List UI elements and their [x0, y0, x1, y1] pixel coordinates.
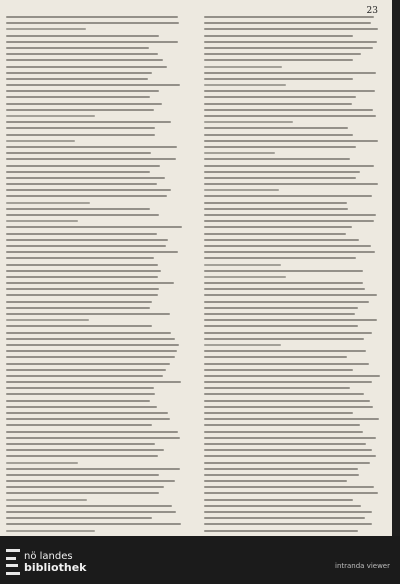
text-line-placeholder	[6, 28, 86, 30]
library-logo[interactable]	[6, 549, 86, 575]
text-line-placeholder	[204, 226, 352, 228]
text-line-placeholder	[6, 437, 180, 439]
text-line-placeholder	[6, 480, 175, 482]
text-line-placeholder	[6, 121, 171, 123]
text-line-placeholder	[6, 53, 158, 55]
text-line-placeholder	[204, 307, 358, 309]
text-line-placeholder	[204, 511, 372, 513]
text-line-placeholder	[6, 220, 78, 222]
text-line-placeholder	[6, 282, 174, 284]
text-line-placeholder	[6, 152, 151, 154]
text-line-placeholder	[6, 307, 150, 309]
text-line-placeholder	[6, 443, 155, 445]
text-line-placeholder	[6, 325, 152, 327]
page-number: 23	[366, 6, 378, 16]
text-line-placeholder	[6, 462, 78, 464]
text-line-placeholder	[6, 505, 172, 507]
logo-text-line1: nö landes	[24, 551, 73, 562]
text-line-placeholder	[204, 276, 286, 278]
text-line-placeholder	[204, 313, 355, 315]
text-line-placeholder	[204, 486, 374, 488]
text-line-placeholder	[204, 41, 377, 43]
text-line-placeholder	[204, 183, 378, 185]
text-line-placeholder	[204, 257, 356, 259]
text-line-placeholder	[204, 338, 364, 340]
text-line-placeholder	[204, 412, 353, 414]
text-line-placeholder	[204, 140, 378, 142]
text-line-placeholder	[6, 96, 150, 98]
text-line-placeholder	[204, 35, 353, 37]
text-line-placeholder	[6, 332, 171, 334]
text-line-placeholder	[204, 96, 356, 98]
text-line-placeholder	[6, 499, 87, 501]
text-line-placeholder	[6, 338, 175, 340]
text-line-placeholder	[204, 264, 281, 266]
text-line-placeholder	[6, 523, 181, 525]
text-line-placeholder	[204, 245, 371, 247]
text-column-left	[6, 16, 182, 536]
text-line-placeholder	[6, 449, 164, 451]
text-line-placeholder	[6, 424, 152, 426]
text-line-placeholder	[204, 127, 348, 129]
text-line-placeholder	[6, 66, 167, 68]
text-line-placeholder	[204, 468, 358, 470]
text-line-placeholder	[204, 109, 373, 111]
text-line-placeholder	[204, 375, 380, 377]
text-line-placeholder	[204, 332, 372, 334]
text-line-placeholder	[6, 59, 163, 61]
text-line-placeholder	[6, 455, 158, 457]
text-line-placeholder	[204, 301, 369, 303]
text-line-placeholder	[6, 41, 178, 43]
text-line-placeholder	[204, 369, 353, 371]
text-line-placeholder	[6, 486, 164, 488]
text-line-placeholder	[6, 109, 154, 111]
text-line-placeholder	[6, 239, 168, 241]
text-line-placeholder	[6, 165, 160, 167]
text-line-placeholder	[6, 511, 176, 513]
text-line-placeholder	[204, 47, 373, 49]
text-line-placeholder	[204, 171, 360, 173]
text-line-placeholder	[204, 418, 379, 420]
text-line-placeholder	[6, 177, 165, 179]
text-line-placeholder	[6, 214, 159, 216]
text-line-placeholder	[204, 424, 360, 426]
text-line-placeholder	[204, 344, 281, 346]
text-line-placeholder	[204, 406, 373, 408]
text-line-placeholder	[204, 530, 358, 532]
text-line-placeholder	[204, 66, 282, 68]
text-line-placeholder	[6, 22, 179, 24]
text-line-placeholder	[204, 393, 364, 395]
text-line-placeholder	[204, 381, 372, 383]
text-line-placeholder	[204, 449, 372, 451]
text-line-placeholder	[6, 468, 180, 470]
text-line-placeholder	[6, 103, 162, 105]
text-line-placeholder	[204, 356, 347, 358]
text-line-placeholder	[204, 146, 356, 148]
text-line-placeholder	[204, 177, 356, 179]
text-line-placeholder	[204, 72, 376, 74]
text-line-placeholder	[6, 393, 155, 395]
text-line-placeholder	[204, 103, 352, 105]
text-line-placeholder	[6, 387, 154, 389]
text-line-placeholder	[6, 90, 159, 92]
text-line-placeholder	[6, 134, 155, 136]
text-line-placeholder	[204, 294, 377, 296]
text-line-placeholder	[6, 313, 170, 315]
text-line-placeholder	[204, 443, 366, 445]
text-line-placeholder	[6, 115, 95, 117]
text-line-placeholder	[204, 431, 363, 433]
text-line-placeholder	[6, 344, 179, 346]
text-line-placeholder	[204, 165, 374, 167]
text-line-placeholder	[6, 418, 170, 420]
text-line-placeholder	[204, 523, 372, 525]
text-line-placeholder	[6, 369, 166, 371]
text-line-placeholder	[204, 90, 375, 92]
text-line-placeholder	[6, 251, 178, 253]
text-line-placeholder	[6, 530, 95, 532]
text-line-placeholder	[6, 276, 158, 278]
text-line-placeholder	[204, 492, 378, 494]
text-line-placeholder	[204, 220, 374, 222]
text-line-placeholder	[6, 474, 159, 476]
text-line-placeholder	[204, 214, 376, 216]
text-line-placeholder	[204, 28, 378, 30]
text-line-placeholder	[6, 381, 181, 383]
viewer-brand-label[interactable]: intranda viewer	[335, 562, 390, 570]
text-line-placeholder	[204, 115, 376, 117]
text-line-placeholder	[6, 189, 171, 191]
text-line-placeholder	[204, 239, 359, 241]
text-line-placeholder	[204, 251, 375, 253]
text-line-placeholder	[6, 431, 178, 433]
text-line-placeholder	[204, 505, 361, 507]
text-line-placeholder	[6, 363, 170, 365]
text-line-placeholder	[6, 356, 175, 358]
text-line-placeholder	[6, 171, 150, 173]
text-line-placeholder	[204, 288, 365, 290]
text-line-placeholder	[6, 202, 90, 204]
text-line-placeholder	[6, 270, 161, 272]
text-line-placeholder	[6, 233, 157, 235]
text-line-placeholder	[6, 35, 159, 37]
library-logo-icon	[6, 549, 20, 575]
text-line-placeholder	[204, 350, 366, 352]
text-line-placeholder	[204, 387, 350, 389]
text-line-placeholder	[204, 282, 363, 284]
text-line-placeholder	[6, 226, 182, 228]
text-line-placeholder	[6, 288, 159, 290]
text-line-placeholder	[6, 406, 157, 408]
text-line-placeholder	[204, 202, 347, 204]
text-line-placeholder	[6, 319, 89, 321]
text-line-placeholder	[6, 257, 154, 259]
text-line-placeholder	[204, 462, 370, 464]
text-line-placeholder	[6, 146, 177, 148]
text-line-placeholder	[6, 492, 159, 494]
text-line-placeholder	[6, 400, 150, 402]
text-line-placeholder	[204, 233, 346, 235]
text-line-placeholder	[6, 158, 176, 160]
text-line-placeholder	[6, 208, 150, 210]
text-line-placeholder	[6, 350, 177, 352]
text-line-placeholder	[204, 152, 275, 154]
text-line-placeholder	[204, 208, 348, 210]
text-line-placeholder	[204, 53, 361, 55]
text-line-placeholder	[204, 189, 279, 191]
text-line-placeholder	[6, 301, 152, 303]
text-line-placeholder	[6, 412, 168, 414]
text-line-placeholder	[204, 455, 376, 457]
text-line-placeholder	[6, 517, 152, 519]
text-line-placeholder	[6, 127, 155, 129]
text-line-placeholder	[204, 78, 353, 80]
text-line-placeholder	[6, 245, 166, 247]
text-line-placeholder	[6, 47, 149, 49]
text-line-placeholder	[6, 140, 75, 142]
text-line-placeholder	[204, 158, 350, 160]
text-line-placeholder	[204, 499, 353, 501]
text-line-placeholder	[6, 84, 180, 86]
text-column-right	[204, 16, 380, 536]
text-line-placeholder	[204, 480, 347, 482]
text-line-placeholder	[204, 319, 377, 321]
logo-text-line2: bibliothek	[24, 561, 87, 574]
text-line-placeholder	[204, 134, 353, 136]
text-line-placeholder	[6, 375, 163, 377]
text-line-placeholder	[204, 400, 370, 402]
text-line-placeholder	[6, 195, 167, 197]
text-line-placeholder	[204, 437, 376, 439]
text-line-placeholder	[204, 325, 358, 327]
text-line-placeholder	[6, 72, 152, 74]
text-line-placeholder	[6, 294, 158, 296]
text-line-placeholder	[204, 22, 371, 24]
text-line-placeholder	[204, 363, 369, 365]
text-line-placeholder	[6, 16, 178, 18]
text-line-placeholder	[6, 264, 158, 266]
text-line-placeholder	[204, 195, 372, 197]
text-line-placeholder	[204, 270, 363, 272]
text-line-placeholder	[204, 84, 286, 86]
text-line-placeholder	[6, 183, 157, 185]
text-line-placeholder	[204, 16, 374, 18]
text-line-placeholder	[204, 517, 365, 519]
text-line-placeholder	[204, 59, 353, 61]
text-line-placeholder	[6, 78, 148, 80]
text-line-placeholder	[204, 474, 359, 476]
text-line-placeholder	[204, 121, 293, 123]
